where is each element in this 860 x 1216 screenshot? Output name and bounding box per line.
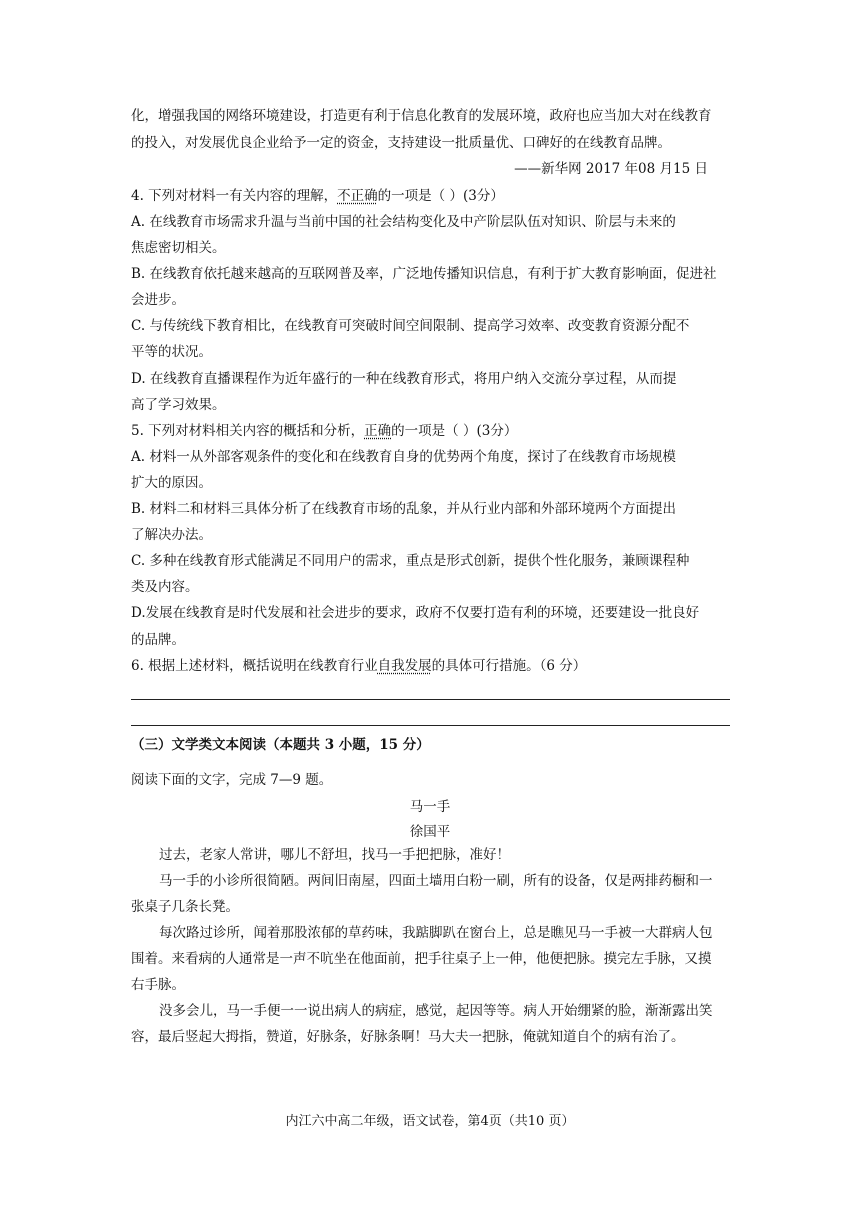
- option-b-line: B. 在线教育依托越来越高的互联网普及率，广泛地传播知识信息，有利于扩大教育影响面，促进社: [131, 266, 717, 282]
- story-title: 马一手: [409, 799, 451, 815]
- story-paragraph: 容，最后竖起大拇指，赞道，好脉条，好脉条啊！马大夫一把脉，俺就知道自个的病有治了。: [131, 1029, 685, 1045]
- story-paragraph: 右手脉。: [131, 977, 185, 993]
- question-6-stem: [131, 656, 586, 676]
- answer-line: [131, 725, 730, 726]
- page-footer: 内江六中高二年级，语文试卷，第4页（共10 页）: [285, 1114, 575, 1129]
- option-d-line: 的品牌。: [131, 632, 185, 648]
- option-c-line: C. 与传统线下教育相比，在线教育可突破时间空间限制、提高学习效率、改变教育资源分配不: [131, 318, 690, 334]
- emphasis-mark: 自我发展: [377, 658, 432, 674]
- section-heading: （三）文学类文本阅读（本题共 3 小题，15 分）: [131, 737, 430, 753]
- story-author: 徐国平: [409, 824, 451, 840]
- option-c-line: 平等的状况。: [131, 344, 212, 360]
- emphasis-mark: 不正确: [337, 188, 378, 204]
- option-d-line: D. 在线教育直播课程作为近年盛行的一种在线教育形式，将用户纳入交流分享过程，从而提: [131, 371, 677, 387]
- option-c-line: 类及内容。: [131, 579, 199, 595]
- option-c-line: C. 多种在线教育形式能满足不同用户的需求，重点是形式创新，提供个性化服务，兼顾课程种: [131, 553, 690, 569]
- option-d-line: D.发展在线教育是时代发展和社会进步的要求，政府不仅要打造有利的环境，还要建设一批良好: [131, 605, 700, 621]
- option-a-line: 焦虑密切相关。: [131, 240, 226, 256]
- story-paragraph: 每次路过诊所，闻着那股浓郁的草药味，我踮脚趴在窗台上，总是瞧见马一手被一大群病人包: [159, 925, 713, 941]
- option-b-line: 了解决办法。: [131, 527, 212, 543]
- question-4-stem: [131, 186, 504, 206]
- option-b-line: B. 材料二和材料三具体分析了在线教育市场的乱象，并从行业内部和外部环境两个方面提出: [131, 501, 677, 517]
- stem-text: 6. 根据上述材料，概括说明在线教育行业: [131, 658, 378, 674]
- story-paragraph: 围着。来看病的人通常是一声不吭坐在他面前，把手往桌子上一伸，他便把脉。摸完左手脉，又摸: [131, 951, 712, 967]
- stem-text: 4. 下列对材料一有关内容的理解，: [131, 188, 338, 204]
- story-paragraph: 张桌子几条长凳。: [131, 899, 239, 915]
- story-paragraph: 过去，老家人常讲，哪儿不舒坦，找马一手把把脉，准好！: [159, 847, 510, 863]
- option-b-line: 会进步。: [131, 292, 185, 308]
- paragraph-line: 的投入，对发展优良企业给予一定的资金，支持建设一批质量优、口碑好的在线教育品牌。: [131, 135, 671, 151]
- question-5-stem: [131, 421, 517, 441]
- paragraph-line: 化，增强我国的网络环境建设，打造更有利于信息化教育的发展环境，政府也应当加大对在线教育: [131, 108, 712, 124]
- stem-text: 的一项是（ ）(3分）: [377, 188, 504, 204]
- option-a-line: 扩大的原因。: [131, 475, 212, 491]
- stem-text: 的一项是（ ）(3分）: [391, 423, 518, 439]
- stem-text: 5. 下列对材料相关内容的概括和分析，: [131, 423, 365, 439]
- emphasis-mark: 正确: [364, 423, 392, 439]
- stem-text: 的具体可行措施。（6 分）: [431, 658, 587, 674]
- source-citation: ——新华网 2017 年08 月15 日: [514, 161, 708, 177]
- reading-instruction: 阅读下面的文字，完成 7—9 题。: [131, 772, 333, 788]
- story-paragraph: 马一手的小诊所很简陋。两间旧南屋，四面土墙用白粉一刷，所有的设备，仅是两排药橱和一: [159, 873, 713, 889]
- option-d-line: 高了学习效果。: [131, 397, 226, 413]
- answer-line: [131, 699, 730, 700]
- option-a-line: A. 在线教育市场需求升温与当前中国的社会结构变化及中产阶层队伍对知识、阶层与未来的: [131, 214, 676, 230]
- story-paragraph: 没多会儿，马一手便一一说出病人的病症，感觉，起因等等。病人开始绷紧的脸，渐渐露出笑: [159, 1003, 713, 1019]
- option-a-line: A. 材料一从外部客观条件的变化和在线教育自身的优势两个角度，探讨了在线教育市场规模: [131, 449, 676, 465]
